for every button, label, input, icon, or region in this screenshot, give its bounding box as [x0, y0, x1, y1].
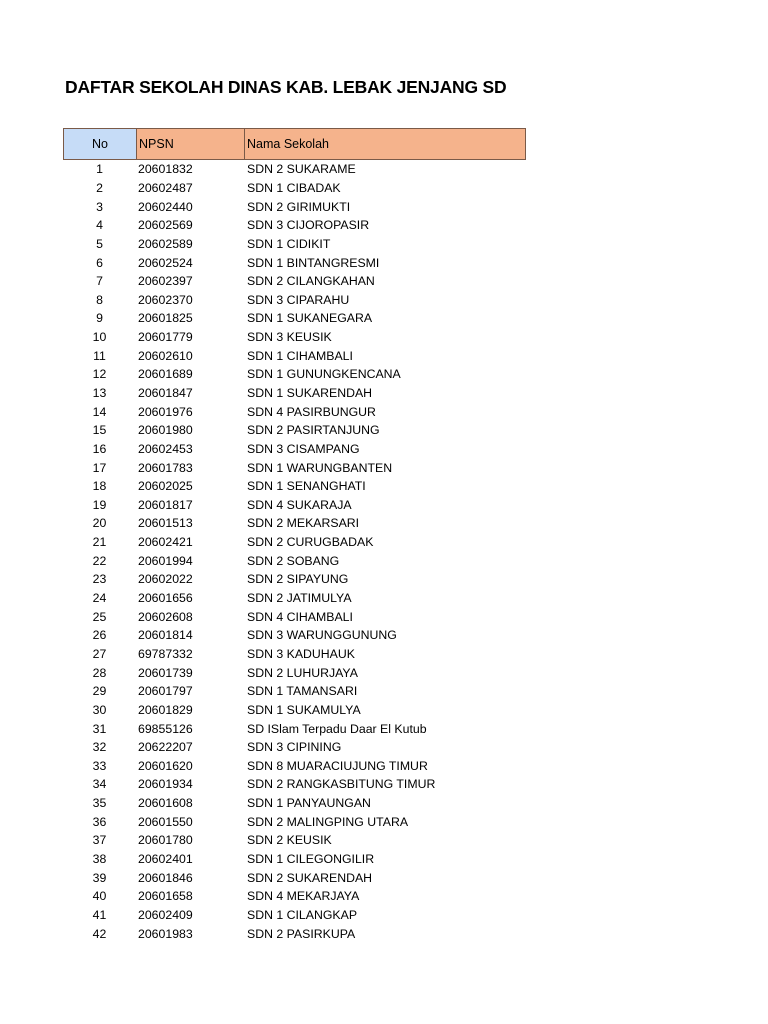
- row-nama-sekolah: SDN 2 KEUSIK: [247, 833, 332, 848]
- row-no: 4: [96, 218, 103, 233]
- row-npsn: 20601608: [138, 796, 193, 811]
- row-npsn: 20602487: [138, 180, 193, 195]
- row-no: 23: [92, 572, 107, 587]
- row-nama-sekolah: SDN 1 CILEGONGILIR: [247, 852, 375, 867]
- table-row: [63, 440, 526, 459]
- row-npsn: 20602370: [138, 292, 193, 307]
- row-npsn: 20602409: [138, 907, 193, 922]
- row-no: 5: [96, 236, 103, 251]
- row-npsn: 20601980: [138, 423, 193, 438]
- table-row: [63, 607, 526, 626]
- row-nama-sekolah: SDN 8 MUARACIUJUNG TIMUR: [247, 758, 428, 773]
- row-npsn: 20601513: [138, 516, 193, 531]
- row-nama-sekolah: SDN 3 CISAMPANG: [247, 441, 360, 456]
- row-nama-sekolah: SDN 3 KADUHAUK: [247, 646, 355, 661]
- row-npsn: 20601550: [138, 814, 193, 829]
- row-no: 6: [96, 255, 103, 270]
- table-row: [63, 216, 526, 235]
- row-npsn: 20601829: [138, 702, 193, 717]
- row-no: 34: [92, 777, 107, 792]
- row-npsn: 20601620: [138, 758, 193, 773]
- table-row: [63, 868, 526, 887]
- row-nama-sekolah: SDN 3 CIPINING: [247, 740, 342, 755]
- row-npsn: 20601814: [138, 628, 193, 643]
- row-no: 39: [92, 870, 107, 885]
- row-no: 18: [92, 479, 107, 494]
- row-no: 3: [96, 199, 103, 214]
- row-nama-sekolah: SDN 3 WARUNGGUNUNG: [247, 628, 397, 643]
- row-nama-sekolah: SDN 1 SENANGHATI: [247, 479, 366, 494]
- row-nama-sekolah: SDN 2 CURUGBADAK: [247, 535, 374, 550]
- table-row: [63, 738, 526, 757]
- row-no: 1: [96, 162, 103, 177]
- row-no: 33: [92, 758, 107, 773]
- row-no: 30: [92, 702, 107, 717]
- row-nama-sekolah: SDN 4 MEKARJAYA: [247, 889, 360, 904]
- row-npsn: 20601994: [138, 553, 193, 568]
- row-no: 28: [92, 665, 107, 680]
- row-nama-sekolah: SDN 1 SUKARENDAH: [247, 386, 373, 400]
- row-npsn: 20602608: [138, 609, 193, 624]
- table-row: [63, 570, 526, 589]
- row-npsn: 20602524: [138, 255, 193, 270]
- row-nama-sekolah: SDN 2 CILANGKAHAN: [247, 274, 375, 289]
- table-row: [63, 179, 526, 198]
- row-no: 25: [92, 609, 107, 624]
- row-npsn: 20602589: [138, 236, 193, 251]
- row-no: 24: [92, 591, 107, 606]
- row-npsn: 20602569: [138, 218, 193, 233]
- table-row: [63, 812, 526, 831]
- table-row: [63, 924, 526, 943]
- row-no: 41: [92, 907, 107, 922]
- row-no: 15: [92, 423, 107, 438]
- row-npsn: 20601739: [138, 665, 193, 680]
- table-row: [63, 533, 526, 552]
- row-nama-sekolah: SDN 2 GIRIMUKTI: [247, 199, 351, 214]
- table-row: [63, 384, 526, 403]
- row-nama-sekolah: SDN 2 LUHURJAYA: [247, 665, 358, 680]
- row-no: 2: [96, 180, 103, 195]
- table-row: [63, 309, 526, 328]
- table-row: [63, 402, 526, 421]
- row-no: 16: [92, 441, 107, 456]
- row-npsn: 20602025: [138, 479, 193, 494]
- table-row: [63, 701, 526, 720]
- row-nama-sekolah: SD ISlam Terpadu Daar El Kutub: [247, 721, 427, 736]
- row-no: 17: [92, 460, 107, 475]
- row-npsn: 20602440: [138, 199, 193, 214]
- row-nama-sekolah: SDN 4 PASIRBUNGUR: [247, 404, 376, 419]
- table-row: [63, 850, 526, 869]
- header-nama-sekolah: Nama Sekolah: [245, 129, 525, 159]
- row-nama-sekolah: SDN 2 MEKARSARI: [247, 516, 360, 531]
- table-row: [63, 197, 526, 216]
- row-npsn: 20601847: [138, 386, 193, 400]
- table-header: [63, 128, 526, 160]
- table-body: [63, 160, 526, 943]
- row-no: 10: [92, 330, 107, 345]
- table-row: [63, 682, 526, 701]
- row-no: 29: [92, 684, 107, 699]
- row-npsn: 20601846: [138, 870, 193, 885]
- row-npsn: 20601976: [138, 404, 193, 419]
- row-no: 12: [92, 367, 107, 382]
- row-npsn: 20601689: [138, 367, 193, 382]
- row-npsn: 20601825: [138, 311, 193, 326]
- row-nama-sekolah: SDN 2 SUKARENDAH: [247, 870, 373, 885]
- row-nama-sekolah: SDN 1 SUKANEGARA: [247, 311, 373, 326]
- row-nama-sekolah: SDN 1 CIHAMBALI: [247, 348, 353, 363]
- table-row: [63, 626, 526, 645]
- row-nama-sekolah: SDN 1 TAMANSARI: [247, 684, 358, 699]
- row-npsn: 20601656: [138, 591, 193, 606]
- header-no: No: [64, 129, 137, 159]
- table-row: [63, 775, 526, 794]
- row-no: 38: [92, 852, 107, 867]
- row-no: 22: [92, 553, 107, 568]
- row-npsn: 20601780: [138, 833, 193, 848]
- table-row: [63, 290, 526, 309]
- row-nama-sekolah: SDN 1 CIDIKIT: [247, 236, 331, 251]
- row-npsn: 20622207: [138, 740, 193, 755]
- row-no: 26: [92, 628, 107, 643]
- table-row: [63, 514, 526, 533]
- row-no: 13: [92, 386, 107, 400]
- table-row: [63, 496, 526, 515]
- row-no: 14: [92, 404, 107, 419]
- row-nama-sekolah: SDN 2 JATIMULYA: [247, 591, 352, 606]
- table-row: [63, 235, 526, 254]
- row-nama-sekolah: SDN 2 RANGKASBITUNG TIMUR: [247, 777, 436, 792]
- table-row: [63, 794, 526, 813]
- row-no: 37: [92, 833, 107, 848]
- row-nama-sekolah: SDN 2 PASIRTANJUNG: [247, 423, 380, 438]
- row-no: 42: [92, 926, 107, 941]
- row-nama-sekolah: SDN 1 WARUNGBANTEN: [247, 460, 393, 475]
- row-npsn: 20602397: [138, 274, 193, 289]
- row-npsn: 20601983: [138, 926, 193, 941]
- row-no: 20: [92, 516, 107, 531]
- row-no: 7: [96, 274, 103, 289]
- row-no: 9: [96, 311, 103, 326]
- table-row: [63, 328, 526, 347]
- row-nama-sekolah: SDN 2 MALINGPING UTARA: [247, 814, 409, 829]
- row-nama-sekolah: SDN 1 SUKAMULYA: [247, 702, 361, 717]
- table-row: [63, 346, 526, 365]
- table-row: [63, 757, 526, 776]
- table-row: [63, 421, 526, 440]
- page-title: DAFTAR SEKOLAH DINAS KAB. LEBAK JENJANG SD: [65, 77, 507, 97]
- row-no: 27: [92, 646, 107, 661]
- row-no: 32: [92, 740, 107, 755]
- row-npsn: 20602022: [138, 572, 193, 587]
- row-no: 35: [92, 796, 107, 811]
- row-npsn: 69855126: [138, 721, 193, 736]
- table-row: [63, 272, 526, 291]
- row-npsn: 20601783: [138, 460, 193, 475]
- row-no: 36: [92, 814, 107, 829]
- row-nama-sekolah: SDN 2 PASIRKUPA: [247, 926, 356, 941]
- table-row: [63, 160, 526, 179]
- table-row: [63, 887, 526, 906]
- row-no: 8: [96, 292, 103, 307]
- row-npsn: 20602453: [138, 441, 193, 456]
- row-npsn: 20602610: [138, 348, 193, 363]
- row-npsn: 20602421: [138, 535, 193, 550]
- table-row: [63, 663, 526, 682]
- row-npsn: 20601797: [138, 684, 193, 699]
- table-row: [63, 551, 526, 570]
- header-npsn: NPSN: [137, 129, 245, 159]
- row-npsn: 20601934: [138, 777, 193, 792]
- row-nama-sekolah: SDN 2 SIPAYUNG: [247, 572, 349, 587]
- row-nama-sekolah: SDN 1 BINTANGRESMI: [247, 255, 380, 270]
- row-no: 11: [93, 348, 106, 363]
- table-row: [63, 645, 526, 664]
- table-row: [63, 477, 526, 496]
- row-nama-sekolah: SDN 2 SOBANG: [247, 553, 340, 568]
- row-nama-sekolah: SDN 3 CIPARAHU: [247, 292, 350, 307]
- row-no: 31: [92, 721, 107, 736]
- row-no: 40: [92, 889, 107, 904]
- row-nama-sekolah: SDN 1 CILANGKAP: [247, 907, 358, 922]
- row-nama-sekolah: SDN 4 CIHAMBALI: [247, 609, 353, 624]
- row-nama-sekolah: SDN 1 CIBADAK: [247, 180, 341, 195]
- row-nama-sekolah: SDN 3 KEUSIK: [247, 330, 332, 345]
- row-npsn: 20601658: [138, 889, 193, 904]
- table-row: [63, 831, 526, 850]
- row-no: 21: [92, 535, 107, 550]
- row-npsn: 20602401: [138, 852, 193, 867]
- table-row: [63, 365, 526, 384]
- row-npsn: 20601817: [138, 497, 193, 512]
- table-row: [63, 719, 526, 738]
- row-nama-sekolah: SDN 1 PANYAUNGAN: [247, 796, 371, 811]
- table-row: [63, 458, 526, 477]
- row-npsn: 20601779: [138, 330, 193, 345]
- school-table: [63, 128, 526, 943]
- table-row: [63, 906, 526, 925]
- row-nama-sekolah: SDN 3 CIJOROPASIR: [247, 218, 370, 233]
- row-nama-sekolah: SDN 2 SUKARAME: [247, 162, 356, 177]
- row-nama-sekolah: SDN 1 GUNUNGKENCANA: [247, 367, 401, 382]
- table-row: [63, 253, 526, 272]
- row-npsn: 69787332: [138, 646, 193, 661]
- row-npsn: 20601832: [138, 162, 193, 177]
- row-no: 19: [92, 497, 107, 512]
- table-row: [63, 589, 526, 608]
- row-nama-sekolah: SDN 4 SUKARAJA: [247, 497, 352, 512]
